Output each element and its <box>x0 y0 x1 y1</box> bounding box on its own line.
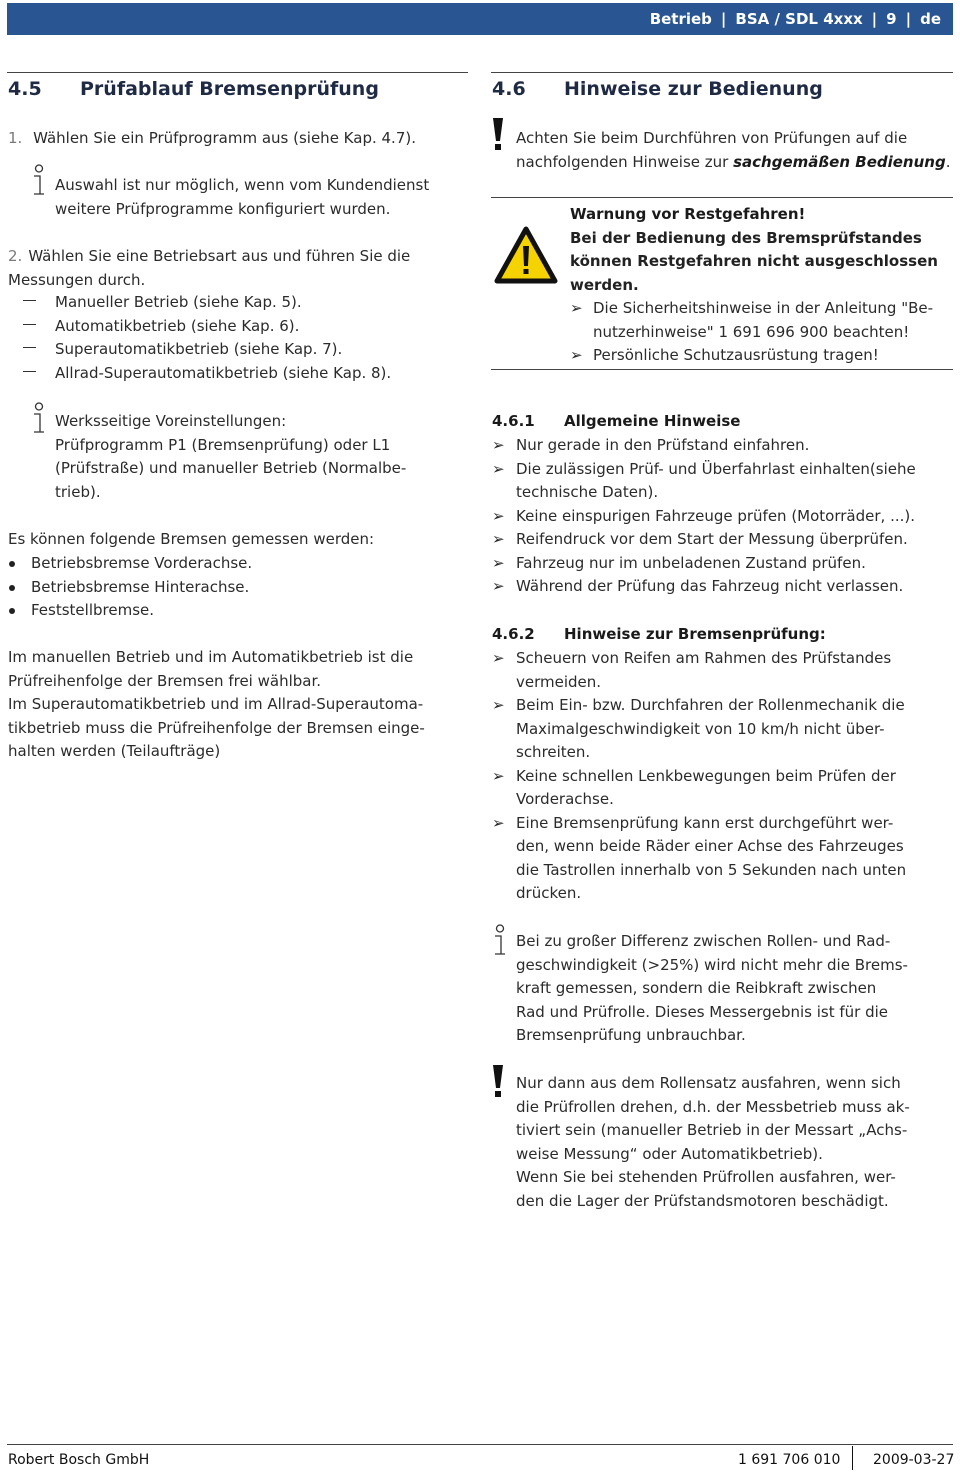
general-list <box>492 434 954 599</box>
attention-roller-exit <box>516 1072 910 1213</box>
bullet-dot <box>9 585 15 591</box>
step-number: 1. <box>8 129 23 147</box>
paragraph-line: Im Superautomatikbetrieb und im Allrad-Superautoma- <box>8 695 424 713</box>
footer-doc-number: 1 691 706 010 <box>738 1452 841 1468</box>
subheading-title: Allgemeine Hinweise <box>564 412 741 430</box>
section-rule <box>7 72 468 73</box>
brake-label: Betriebsbremse Vorderachse. <box>31 554 253 572</box>
paragraph-line: Prüfreihenfolge der Bremsen frei wählbar. <box>8 671 322 690</box>
arrow-bullet-icon: ➢ <box>570 299 583 317</box>
note-line: weitere Prüfprogramme konfiguriert wurden. <box>55 199 391 218</box>
list-text: Während der Prüfung das Fahrzeug nicht verlassen. <box>516 577 904 595</box>
mode-list <box>8 291 468 385</box>
warning-line: können Restgefahren nicht ausgeschlossen <box>570 252 938 270</box>
list-text: Eine Bremsenprüfung kann erst durchgeführt wer- <box>516 813 894 832</box>
page-header <box>7 3 953 35</box>
action-line: Die Sicherheitshinweise in der Anleitung "Be- <box>593 299 934 317</box>
list-text: Fahrzeug nur im unbeladenen Zustand prüfen. <box>516 553 866 572</box>
step-text: Messungen durch. <box>8 270 146 289</box>
brake-test-list <box>492 647 954 906</box>
subheading-4-6-2 <box>492 623 826 647</box>
warning-line: werden. <box>570 275 639 294</box>
list-item <box>492 505 954 529</box>
list-text: vermeiden. <box>516 672 602 691</box>
arrow-bullet-icon: ➢ <box>492 459 505 478</box>
note-configured <box>55 174 429 221</box>
heading-title: Prüfablauf Bremsenprüfung <box>80 78 379 100</box>
mode-item <box>8 315 468 339</box>
note-line <box>516 151 950 175</box>
note-line: geschwindigkeit (>25%) wird nicht mehr die Brems- <box>516 955 908 974</box>
header-section: Betrieb <box>649 10 712 28</box>
emphasis-text: sachgemäßen Bedienung <box>733 152 946 171</box>
note-line: kraft gemessen, sondern die Reibkraft zwischen <box>516 979 877 997</box>
list-text: Keine einspurigen Fahrzeuge prüfen (Motorräder, ...). <box>516 506 915 525</box>
list-text: Scheuern von Reifen am Rahmen des Prüfstandes <box>516 649 892 667</box>
subheading-4-6-1 <box>492 410 740 434</box>
warning-action <box>570 297 938 321</box>
list-text: Reifendruck vor dem Start der Messung überprüfen. <box>516 530 908 548</box>
list-text: schreiten. <box>516 743 591 761</box>
note-line: (Prüfstraße) und manueller Betrieb (Normalbe- <box>55 459 407 477</box>
step-text: Wählen Sie ein Prüfprogramm aus (siehe Kap. 4.7). <box>33 129 416 147</box>
mode-label: Allrad-Superautomatikbetrieb (siehe Kap. 8). <box>55 363 392 382</box>
mode-label: Superautomatikbetrieb (siehe Kap. 7). <box>55 340 343 358</box>
brake-item <box>8 599 468 623</box>
dash-bullet <box>23 347 36 348</box>
info-icon <box>492 924 508 958</box>
list-text: die Tastrollen innerhalb von 5 Sekunden nach unten <box>516 860 907 879</box>
subheading-title: Hinweise zur Bremsenprüfung: <box>564 625 826 643</box>
list-text: Keine schnellen Lenkbewegungen beim Prüfen der <box>516 766 896 785</box>
arrow-bullet-icon: ➢ <box>492 766 505 785</box>
brake-label: Betriebsbremse Hinterachse. <box>31 577 250 596</box>
step-text: Wählen Sie eine Betriebsart aus und führen Sie die <box>28 247 411 265</box>
brake-label: Feststellbremse. <box>31 601 155 619</box>
test-order-paragraph <box>8 646 425 764</box>
dash-bullet <box>23 300 36 301</box>
info-icon <box>31 164 47 198</box>
arrow-bullet-icon: ➢ <box>492 696 505 714</box>
footer-rule <box>7 1444 953 1445</box>
list-item <box>492 812 954 836</box>
warning-triangle-icon <box>494 226 558 284</box>
section-heading-4-5 <box>8 78 379 100</box>
info-icon <box>31 402 47 436</box>
list-item <box>492 647 954 671</box>
list-item <box>492 458 954 482</box>
warning-block <box>570 203 938 368</box>
list-text: Vorderachse. <box>516 790 614 808</box>
header-separator: | <box>871 10 878 28</box>
note-line: tiviert sein (manueller Betrieb in der Messart „Achs- <box>516 1121 908 1139</box>
step-number: 2. <box>8 247 23 265</box>
list-text: drücken. <box>516 884 582 902</box>
list-text: Beim Ein- bzw. Durchfahren der Rollenmechanik die <box>516 696 905 714</box>
list-item <box>492 694 954 718</box>
note-line: weise Messung“ oder Automatikbetrieb). <box>516 1144 823 1163</box>
footer-separator <box>852 1446 853 1470</box>
heading-title: Hinweise zur Bedienung <box>564 78 823 100</box>
exclamation-icon <box>490 1064 506 1098</box>
note-line: Bei zu großer Differenz zwischen Rollen- und Rad- <box>516 932 891 950</box>
header-separator: | <box>905 10 912 28</box>
note-line: trieb). <box>55 482 101 501</box>
arrow-bullet-icon: ➢ <box>492 506 505 525</box>
subheading-number: 4.6.2 <box>492 625 535 643</box>
mode-item <box>8 338 468 362</box>
note-line: Auswahl ist nur möglich, wenn vom Kundendienst <box>55 176 430 194</box>
mode-label: Manueller Betrieb (siehe Kap. 5). <box>55 293 302 311</box>
paragraph-line: tikbetrieb muss die Prüfreihenfolge der Bremsen einge- <box>8 718 425 737</box>
mode-item <box>8 362 468 386</box>
header-language: de <box>920 10 941 28</box>
footer-date: 2009-03-27 <box>873 1452 955 1468</box>
list-item <box>492 552 954 576</box>
action-line: nutzerhinweise" 1 691 696 900 beachten! <box>593 322 910 341</box>
list-text: Nur gerade in den Prüfstand einfahren. <box>516 436 810 454</box>
arrow-bullet-icon: ➢ <box>492 577 505 595</box>
note-factory-defaults <box>55 410 406 504</box>
list-text: technische Daten). <box>516 483 659 501</box>
action-line: Persönliche Schutzausrüstung tragen! <box>593 346 879 364</box>
bullet-dot <box>9 561 15 567</box>
note-line: den die Lager der Prüfstandsmotoren beschädigt. <box>516 1191 889 1210</box>
header-product: BSA / SDL 4xxx <box>735 10 863 28</box>
list-text: Maximalgeschwindigkeit von 10 km/h nicht über- <box>516 719 885 738</box>
note-speed-difference <box>516 930 908 1048</box>
note-line: Rad und Prüfrolle. Dieses Messergebnis ist für die <box>516 1002 889 1021</box>
paragraph-line: halten werden (Teilaufträge) <box>8 742 221 760</box>
note-line: Wenn Sie bei stehenden Prüfrollen ausfahren, wer- <box>516 1168 896 1186</box>
mode-label: Automatikbetrieb (siehe Kap. 6). <box>55 316 300 335</box>
header-page-number: 9 <box>886 10 897 28</box>
list-text: Die zulässigen Prüf- und Überfahrlast einhalten(siehe <box>516 459 916 478</box>
arrow-bullet-icon: ➢ <box>492 813 505 832</box>
dash-bullet <box>23 371 36 372</box>
footer-company: Robert Bosch GmbH <box>8 1452 150 1468</box>
arrow-bullet-icon: ➢ <box>492 436 505 454</box>
note-line: Achten Sie beim Durchführen von Prüfungen auf die <box>516 129 908 147</box>
subheading-number: 4.6.1 <box>492 412 535 430</box>
heading-number: 4.6 <box>492 78 526 100</box>
step-2 <box>8 245 410 292</box>
arrow-bullet-icon: ➢ <box>570 346 583 364</box>
warning-bottom-rule <box>491 369 953 370</box>
list-text: den, wenn beide Räder einer Achse des Fahrzeuges <box>516 837 904 855</box>
section-rule <box>491 72 953 73</box>
brake-item <box>8 576 468 600</box>
list-item <box>492 528 954 552</box>
header-separator: | <box>720 10 727 28</box>
bullet-dot <box>9 608 15 614</box>
note-text: . <box>945 152 951 171</box>
step-1 <box>8 127 416 151</box>
note-line: Bremsenprüfung unbrauchbar. <box>516 1026 746 1044</box>
note-line: Nur dann aus dem Rollensatz ausfahren, wenn sich <box>516 1074 901 1092</box>
brakes-intro: Es können folgende Bremsen gemessen werden: <box>8 530 375 548</box>
list-item <box>492 434 954 458</box>
note-text: nachfolgenden Hinweise zur <box>516 152 734 171</box>
arrow-bullet-icon: ➢ <box>492 530 505 548</box>
arrow-bullet-icon: ➢ <box>492 553 505 572</box>
mode-item <box>8 291 468 315</box>
list-item <box>492 575 954 599</box>
warning-action <box>570 344 938 368</box>
exclamation-icon <box>490 117 506 151</box>
brake-list <box>8 552 468 623</box>
paragraph-line: Im manuellen Betrieb und im Automatikbetrieb ist die <box>8 648 414 666</box>
warning-line: Bei der Bedienung des Bremsprüfstandes <box>570 228 922 247</box>
warning-title: Warnung vor Restgefahren! <box>570 205 806 223</box>
note-line: Werksseitige Voreinstellungen: <box>55 412 287 430</box>
heading-number: 4.5 <box>8 78 42 100</box>
warning-top-rule <box>491 197 953 198</box>
list-item <box>492 765 954 789</box>
section-heading-4-6 <box>492 78 823 100</box>
dash-bullet <box>23 324 36 325</box>
brake-item <box>8 552 468 576</box>
arrow-bullet-icon: ➢ <box>492 649 505 667</box>
note-line: die Prüfrollen drehen, d.h. der Messbetrieb muss ak- <box>516 1097 910 1116</box>
operation-attention-note <box>516 127 950 174</box>
note-line: Prüfprogramm P1 (Bremsenprüfung) oder L1 <box>55 435 391 454</box>
